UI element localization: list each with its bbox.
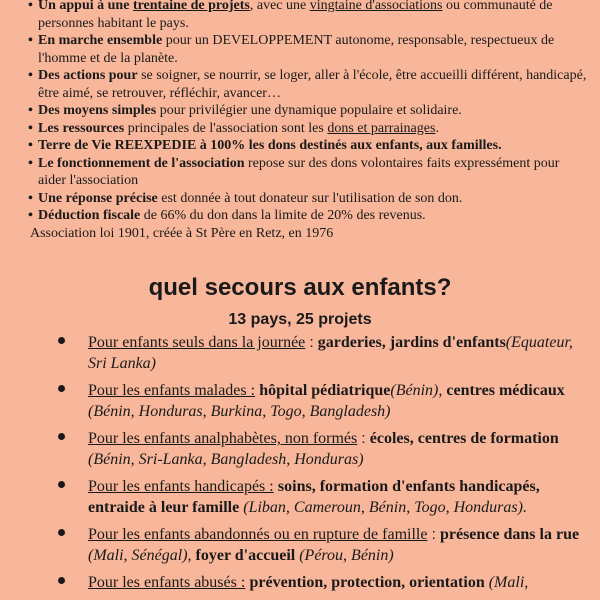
project-countries: (Mali, Sénégal), (88, 547, 192, 564)
info-text: ou communauté de personnes habitant le pays. (38, 0, 553, 31)
info-item (30, 155, 590, 190)
info-text: se soigner, se nourrir, se loger, aller à l'école, être accueilli différent, handicapé, être aimé, se retrouver, réfléchir, avancer… (38, 68, 587, 101)
bullet-icon: • (28, 155, 33, 171)
section-heading: quel secours aux enfants? (148, 274, 452, 301)
project-target: Pour les enfants abandonnés ou en rupture de famille (88, 526, 428, 543)
info-item (30, 137, 590, 155)
info-text: Des moyens simples (38, 103, 157, 118)
project-countries: (Mali, (484, 574, 529, 591)
project-target: Pour enfants seuls dans la journée (88, 334, 306, 351)
info-text: , avec une (249, 0, 310, 13)
project-countries: (Liban, Cameroun, Bénin, Togo, Honduras). (239, 499, 527, 516)
info-text: Déduction fiscale (38, 208, 141, 223)
project-target: Pour les enfants malades : (88, 382, 256, 399)
project-countries: (Bénin, Sri-Lanka, Bangladesh, Honduras) (88, 451, 364, 468)
project-separator: : (357, 430, 370, 447)
info-text: dons et parrainages (327, 120, 436, 136)
info-text: trentaine de projets (132, 0, 250, 13)
project-item (58, 332, 588, 374)
info-text: repose sur des dons volontaires faits expressément pour aider l'association (38, 155, 560, 188)
bullet-icon: • (28, 208, 33, 223)
project-need: écoles, centres de formation (369, 430, 559, 447)
info-text: vingtaine d'associations (309, 0, 443, 13)
project-item (58, 572, 588, 593)
project-countries: (Bénin, Honduras, Burkina, Togo, Bangladesh) (88, 403, 391, 420)
project-target: Pour les enfants abusés : (88, 574, 246, 591)
project-separator: : (427, 526, 440, 543)
info-text: En marche ensemble (38, 33, 163, 48)
bullet-dot-icon (58, 529, 65, 536)
info-text: Les ressources (38, 120, 125, 136)
project-target: Pour les enfants analphabètes, non formés (88, 430, 358, 447)
project-need: foyer d'accueil (191, 547, 296, 564)
bullet-dot-icon (58, 337, 65, 344)
info-text: . (435, 120, 439, 136)
info-item (30, 207, 590, 225)
bullet-icon: • (28, 33, 33, 48)
info-text: est donnée à tout donateur sur l'utilisation de son don. (157, 190, 463, 206)
association-info-list (30, 0, 590, 242)
section-subheading: 13 pays, 25 projets (228, 311, 372, 328)
bullet-icon: • (28, 68, 33, 83)
project-need: garderies, jardins d'enfants (317, 334, 506, 351)
info-text: pour un DEVELOPPEMENT autonome, responsable, respectueux de l'homme et de la planète. (38, 33, 555, 66)
bullet-dot-icon (58, 577, 65, 584)
info-text: Une réponse précise (38, 190, 158, 206)
info-text: Le fonctionnement de l'association (38, 155, 245, 171)
info-text: Un appui à une (38, 0, 133, 13)
project-need: centres médicaux (442, 382, 565, 399)
bullet-dot-icon (58, 385, 65, 392)
bullet-icon: • (28, 0, 33, 13)
bullet-icon: • (28, 138, 33, 153)
projects-list (58, 332, 588, 599)
info-item (30, 67, 590, 102)
project-countries: (Bénin), (390, 382, 443, 399)
info-item (30, 32, 590, 67)
project-need: présence dans la rue (439, 526, 580, 543)
info-item (30, 102, 590, 120)
info-text: pour privilégier une dynamique populaire et solidaire. (156, 103, 462, 118)
project-need: prévention, protection, orientation (249, 574, 485, 591)
bullet-icon: • (28, 120, 33, 136)
project-item (58, 428, 588, 470)
info-text: Des actions pour (38, 68, 138, 83)
info-item (30, 190, 590, 208)
bullet-dot-icon (58, 481, 65, 488)
bullet-icon: • (28, 190, 33, 206)
project-countries: (Equateur, Sri Lanka) (88, 334, 573, 372)
info-text: principales de l'association sont les (124, 120, 328, 136)
project-need: hôpital pédiatrique (259, 382, 391, 399)
info-text: de 66% du don dans la limite de 20% des revenus. (140, 208, 426, 223)
project-item (58, 380, 588, 422)
association-note: Association loi 1901, créée à St Père en Retz, en 1976 (30, 225, 334, 241)
project-item (58, 476, 588, 518)
info-item (30, 0, 590, 32)
bullet-icon: • (28, 103, 33, 118)
project-target: Pour les enfants handicapés : (88, 478, 274, 495)
project-separator: : (305, 334, 318, 351)
info-item (30, 120, 590, 138)
project-item (58, 524, 588, 566)
project-need: soins, formation d'enfants handicapés, entraide à leur famille (88, 478, 540, 516)
project-countries: (Pérou, Bénin) (295, 547, 394, 564)
info-text: Terre de Vie REEXPEDIE à 100% les dons destinés aux enfants, aux familles. (38, 138, 502, 153)
bullet-dot-icon (58, 433, 65, 440)
